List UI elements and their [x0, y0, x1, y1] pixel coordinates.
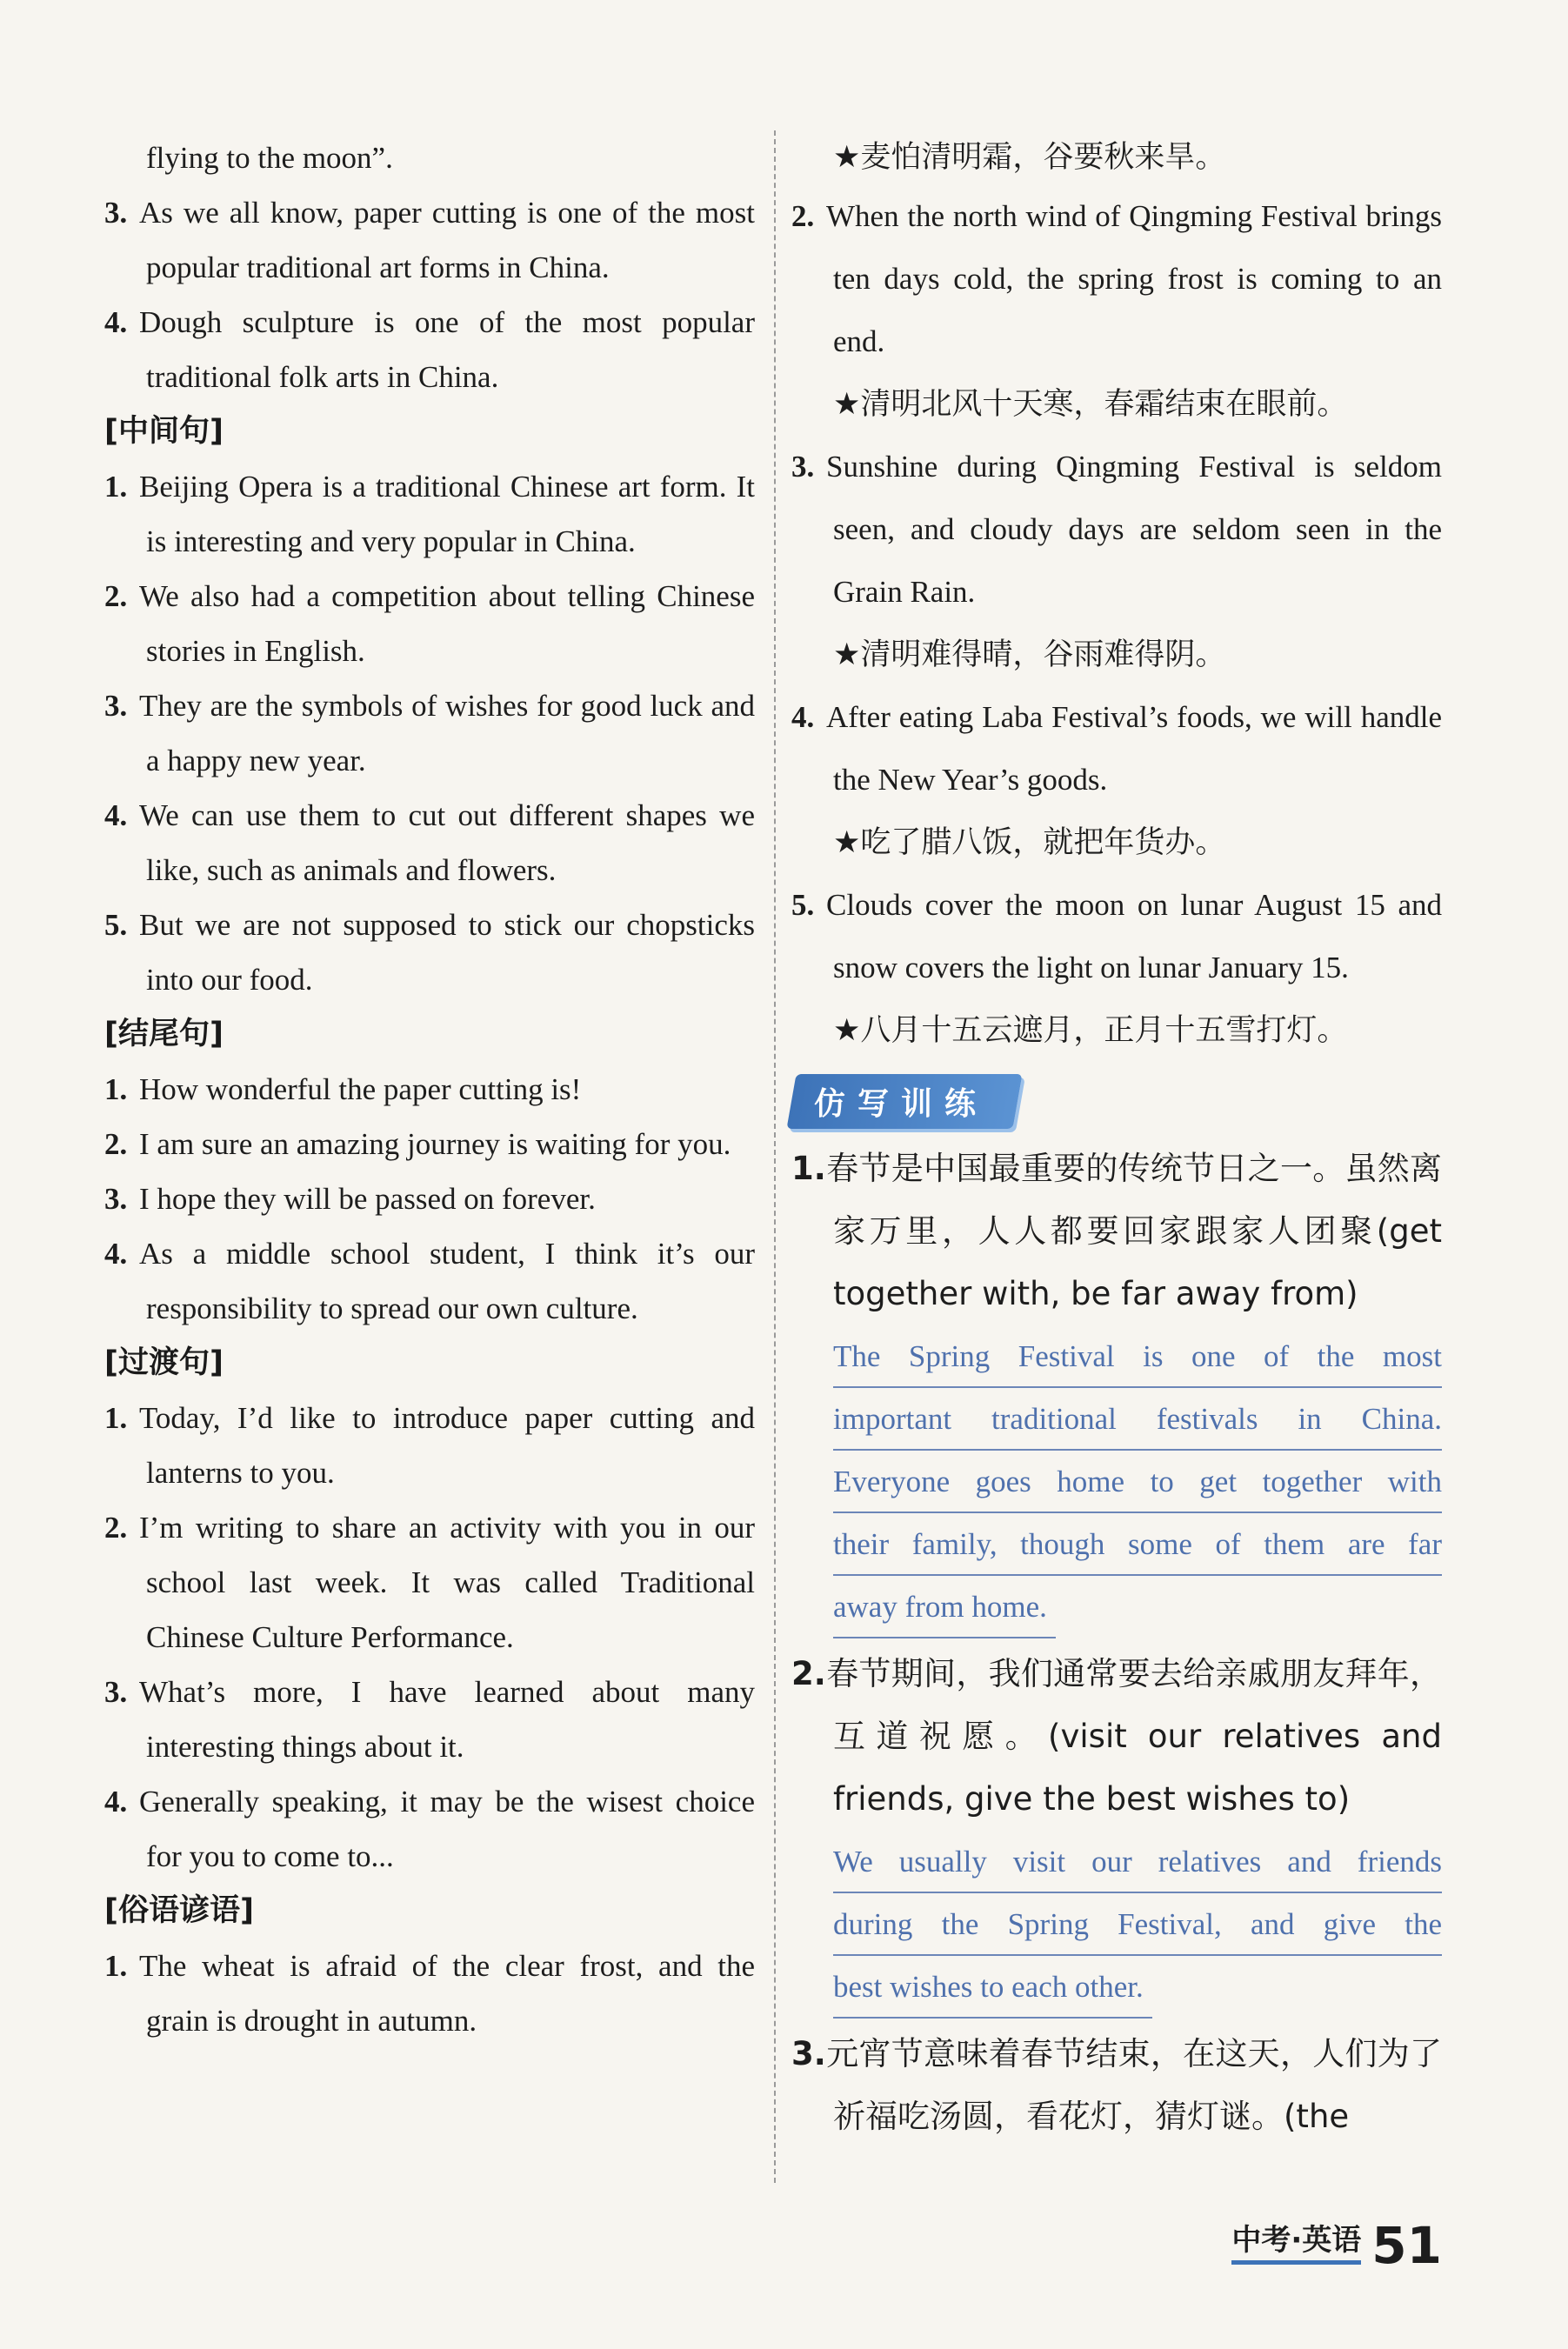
list-item: 1. Today, I’d like to introduce paper cutting and lanterns to you.: [104, 1401, 755, 1490]
section-title-transition: [过渡句]: [104, 1345, 224, 1380]
section-title-ending: [结尾句]: [104, 1017, 224, 1051]
practice-banner: 仿写训练: [786, 1074, 1022, 1129]
list-item: 3. I hope they will be passed on forever.: [104, 1182, 596, 1216]
list-item: 3. Sunshine during Qingming Festival is seldom seen, and cloudy days are seldom seen in the Grain Rain.: [791, 450, 1442, 609]
list-item: 5. Clouds cover the moon on lunar August 15 and snow covers the light on lunar January 15.: [791, 888, 1442, 984]
answer-line: The Spring Festival is one of the most: [833, 1325, 1442, 1388]
exercise-prompt: 1.春节是中国最重要的传统节日之一。虽然离家万里，人人都要回家跟家人团聚(get together with, be far away from): [791, 1150, 1442, 1312]
exercise-prompt: 3.元宵节意味着春节结束，在这天，人们为了祈福吃汤圆，看花灯，猜灯谜。(the: [791, 2035, 1442, 2135]
page-footer: [1231, 2216, 1442, 2275]
page-number: 51: [1371, 2216, 1442, 2275]
answer-line: away from home.: [833, 1576, 1056, 1638]
answer-line: best wishes to each other.: [833, 1956, 1152, 2019]
intro-tail: flying to the moon”.: [146, 141, 393, 175]
proverb-chinese: ★清明难得晴，谷雨难得阴。: [833, 637, 1226, 672]
list-item: 2. When the north wind of Qingming Festival brings ten days cold, the spring frost is coming to an end.: [791, 199, 1442, 358]
proverb-chinese: ★八月十五云遮月，正月十五雪打灯。: [833, 1013, 1348, 1048]
list-item: 4. Generally speaking, it may be the wisest choice for you to come to...: [104, 1785, 755, 1873]
list-item: 1. Beijing Opera is a traditional Chinese art form. It is interesting and very popular in China.: [104, 470, 755, 558]
column-divider: [774, 130, 776, 2183]
list-item: 5. But we are not supposed to stick our chopsticks into our food.: [104, 908, 755, 997]
list-item: 1. How wonderful the paper cutting is!: [104, 1072, 582, 1106]
answer-line: Everyone goes home to get together with: [833, 1451, 1442, 1513]
proverb-chinese: ★麦怕清明霜，谷要秋来旱。: [833, 140, 1226, 175]
list-item: 4. We can use them to cut out different shapes we like, such as animals and flowers.: [104, 798, 755, 887]
answer-line: their family, though some of them are far: [833, 1513, 1442, 1576]
answer-line: during the Spring Festival, and give the: [833, 1893, 1442, 1956]
list-item: 4. As a middle school student, I think it’s our responsibility to spread our own culture.: [104, 1237, 755, 1325]
answer-block: [791, 1831, 1442, 2023]
answer-block: [791, 1325, 1442, 1643]
exercise-prompt: 2.春节期间，我们通常要去给亲戚朋友拜年，互道祝愿。(visit our relatives and friends, give the best wishes to): [791, 1655, 1442, 1818]
list-item: 3. As we all know, paper cutting is one of the most popular traditional art forms in China.: [104, 196, 755, 284]
answer-line: important traditional festivals in China.: [833, 1388, 1442, 1451]
list-item: 3. What’s more, I have learned about many interesting things about it.: [104, 1675, 755, 1764]
list-item: 2. I’m writing to share an activity with you in our school last week. It was called Traditional Chinese Culture Performance.: [104, 1511, 755, 1654]
list-item: 4. After eating Laba Festival’s foods, we will handle the New Year’s goods.: [791, 700, 1442, 797]
list-item: 4. Dough sculpture is one of the most popular traditional folk arts in China.: [104, 305, 755, 394]
list-item: 2. We also had a competition about telling Chinese stories in English.: [104, 579, 755, 668]
list-item: 2. I am sure an amazing journey is waiting for you.: [104, 1127, 731, 1161]
section-title-middle: [中间句]: [104, 414, 224, 449]
right-column: [791, 130, 1442, 2148]
proverb-chinese: ★清明北风十天寒，春霜结束在眼前。: [833, 387, 1348, 422]
answer-line: We usually visit our relatives and friends: [833, 1831, 1442, 1893]
list-item: 1. The wheat is afraid of the clear frost, and the grain is drought in autumn.: [104, 1949, 755, 2038]
proverb-chinese: ★吃了腊八饭，就把年货办。: [833, 825, 1226, 860]
list-item: 3. They are the symbols of wishes for good luck and a happy new year.: [104, 689, 755, 777]
left-column: [104, 130, 755, 2048]
footer-label: 中考·英语: [1231, 2216, 1361, 2265]
section-title-proverbs: [俗语谚语]: [104, 1893, 254, 1928]
